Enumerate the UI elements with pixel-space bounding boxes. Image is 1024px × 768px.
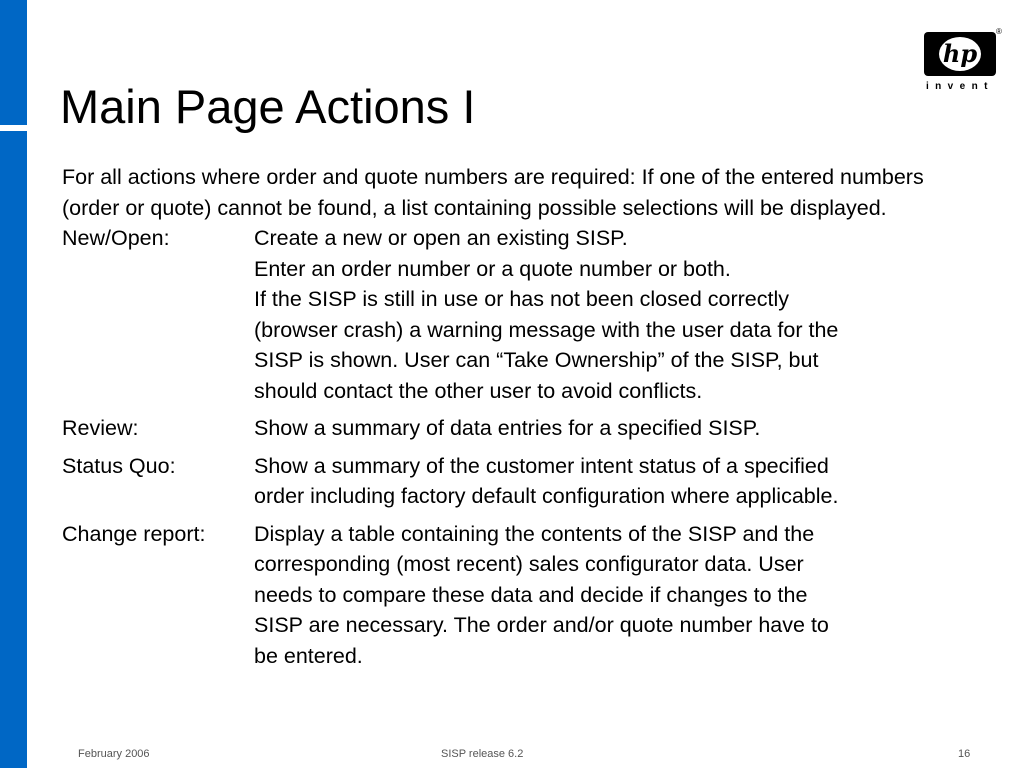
description-line: Show a summary of data entries for a specified SISP. xyxy=(254,416,761,440)
description-line: SISP is shown. User can “Take Ownership” of the SISP, but xyxy=(254,348,819,372)
action-new-open xyxy=(62,223,962,406)
description-line: (browser crash) a warning message with the user data for the xyxy=(254,317,839,342)
action-description xyxy=(254,519,954,672)
description-line: Show a summary of the customer intent status of a specified xyxy=(254,453,829,478)
slide-title: Main Page Actions I xyxy=(60,80,476,133)
description-line: SISP are necessary. The order and/or quote number have to xyxy=(254,613,829,637)
accent-bar-notch xyxy=(0,125,27,131)
registered-mark: ® xyxy=(996,27,1002,36)
action-description xyxy=(254,223,954,406)
slide-body xyxy=(62,162,962,671)
description-line: should contact the other user to avoid conflicts. xyxy=(254,378,703,403)
action-term: Change report: xyxy=(62,521,206,546)
hp-logo-mark: hp xyxy=(942,39,978,68)
description-line: corresponding (most recent) sales configurator data. User xyxy=(254,552,804,576)
action-term: Review: xyxy=(62,416,139,440)
description-line: Display a table containing the contents of the SISP and the xyxy=(254,521,815,546)
footer-release: SISP release 6.2 xyxy=(441,748,524,760)
action-description xyxy=(254,413,954,444)
action-term: New/Open: xyxy=(62,226,170,250)
description-line: needs to compare these data and decide if changes to the xyxy=(254,582,808,607)
action-status-quo xyxy=(62,451,962,512)
action-description xyxy=(254,451,954,512)
hp-logo-icon xyxy=(924,32,996,76)
footer-page-number: 16 xyxy=(958,748,971,760)
hp-logo-badge xyxy=(924,32,996,76)
action-review xyxy=(62,413,962,444)
description-line: order including factory default configuration where applicable. xyxy=(254,484,839,508)
description-line: Create a new or open an existing SISP. xyxy=(254,226,628,250)
action-change-report xyxy=(62,519,962,672)
hp-logo xyxy=(924,28,1002,98)
footer-date: February 2006 xyxy=(78,748,150,760)
description-line: Enter an order number or a quote number or both. xyxy=(254,256,731,281)
action-term: Status Quo: xyxy=(62,453,176,478)
intro-paragraph: For all actions where order and quote numbers are required: If one of the entered numbers (order or quote) cannot be found, a list containing possible selections will be displayed. xyxy=(62,165,924,220)
description-line: If the SISP is still in use or has not been closed correctly xyxy=(254,287,789,311)
left-accent-bar xyxy=(0,0,27,768)
description-line: be entered. xyxy=(254,643,363,668)
hp-tagline: invent xyxy=(926,81,994,92)
